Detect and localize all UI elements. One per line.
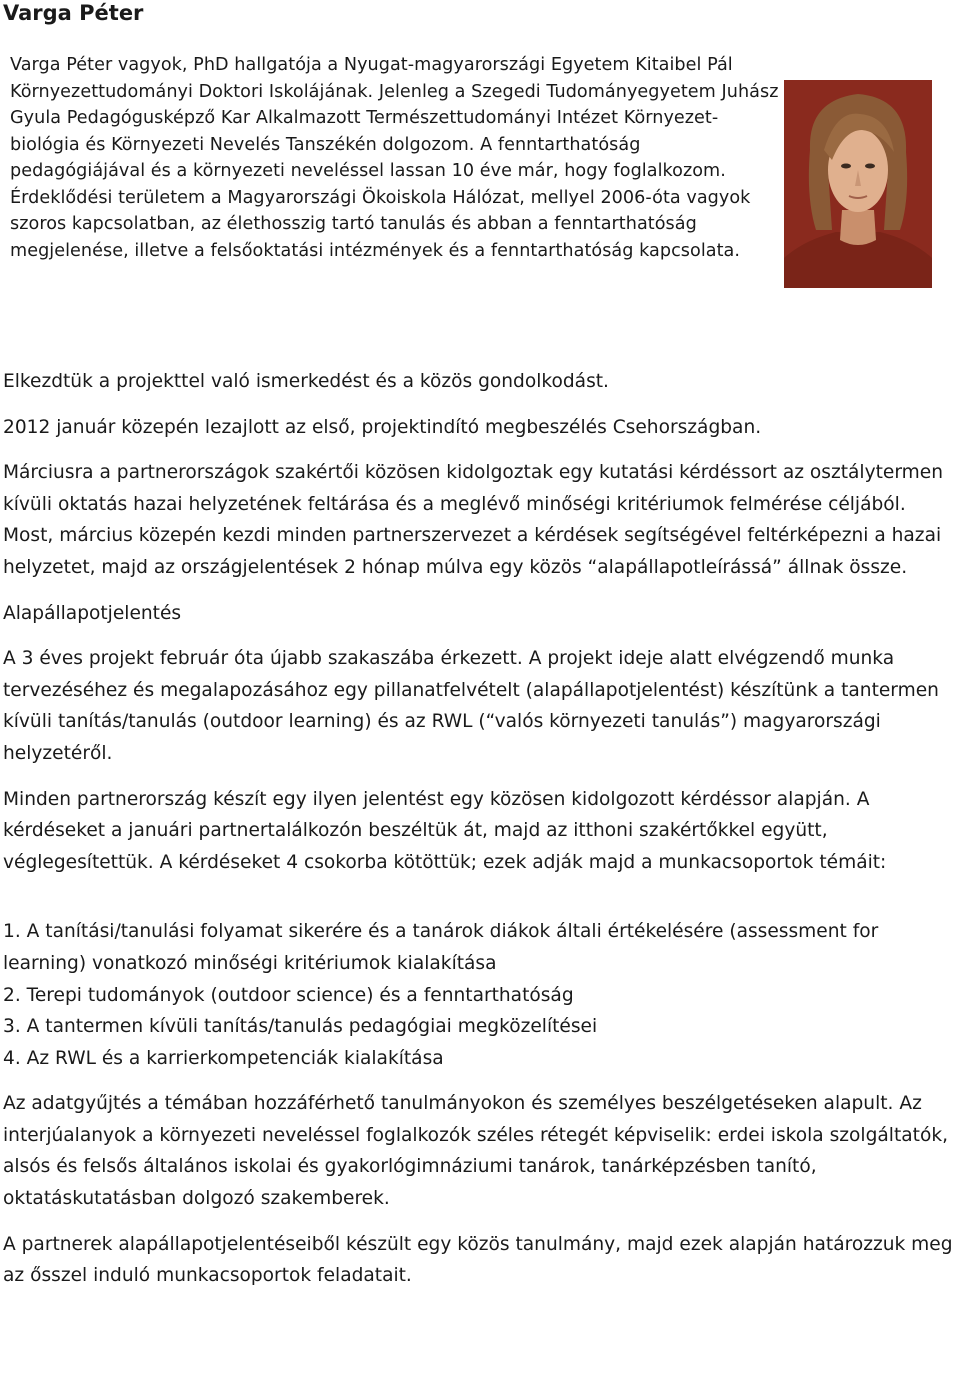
paragraph-intro: Elkezdtük a projekttel való ismerkedést és a közös gondolkodást. — [3, 371, 609, 392]
section-subtitle: Alapállapotjelentés — [3, 602, 182, 624]
portrait-photo — [784, 80, 932, 288]
paragraph-partner-report: Minden partnerország készít egy ilyen jelentést egy közösen kidolgozott kérdéssor alapján. A kérdéseket a januári partnertalálkozón beszéltük át, majd az itthoni szakértőkkel együtt, véglegesítettük. A kérdéseket 4 csokorba kötöttük; ezek adják majd a munkacsoportok témáit: — [3, 788, 887, 873]
bio-paragraph: Varga Péter vagyok, PhD hallgatója a Nyugat-magyarországi Egyetem Kitaibel Pál Környezettudományi Doktori Iskolájának. Jelenleg a Szegedi Tudományegyetem Juhász Gyula Pedagógusképző Kar Alkalmazott Természettudományi Intézet Környezet-biológia és Környezeti Nevelés Tanszékén dolgozom. A fenntarthatóság pedagógiájával és a környezeti neveléssel lassan 10 éve már, hogy foglalkozom. Érdeklődési területem a Magyarországi Ökoiskola Hálózat, mellyel 2006-óta vagyok szoros kapcsolatban, az élethosszig tartó tanulás és abban a fenntarthatóság megjelenése, illetve a felsőoktatási intézmények és a fenntarthatóság kapcsolata. — [10, 55, 779, 261]
list-item: 1. A tanítási/tanulási folyamat sikerére és a tanárok diákok általi értékelésére (assessment for learning) vonatkozó minőségi kritériumok kialakítása — [3, 921, 879, 974]
portrait-icon — [784, 80, 932, 288]
bio-section — [10, 52, 780, 264]
list-item: 3. A tantermen kívüli tanítás/tanulás pedagógiai megközelítései — [3, 1016, 598, 1038]
paragraph-project-phase: A 3 éves projekt február óta újabb szakaszába érkezett. A projekt ideje alatt elvégzendő munka tervezéséhez és megalapozásához egy pillanatfelvételt (alapállapotjelentést) készítünk a tantermen kívüli tanítás/tanulás (outdoor learning) és az RWL (“valós környezeti tanulás”) magyarországi helyzetéről. — [3, 648, 939, 764]
topic-list — [3, 916, 960, 1074]
page-title: Varga Péter — [3, 1, 144, 25]
paragraph-kickoff: 2012 január közepén lezajlott az első, projektindító megbeszélés Csehországban. — [3, 416, 762, 438]
list-item: 2. Terepi tudományok (outdoor science) és a fenntarthatóság — [3, 984, 574, 1006]
article-body — [3, 366, 960, 1306]
paragraph-questionnaire: Márciusra a partnerországok szakértői közösen kidolgoztak egy kutatási kérdéssort az osztálytermen kívüli oktatás hazai helyzetének feltárása és a meglévő minőségi kritériumok felmérése céljából. Most, március közepén kezdi minden partnerszervezet a kérdések segítségével feltérképezni a hazai helyzetet, majd az országjelentések 2 hónap múlva egy közös “alapállapotleírássá” állnak össze. — [3, 462, 943, 578]
paragraph-data-collection: Az adatgyűjtés a témában hozzáférhető tanulmányokon és személyes beszélgetéseken alapult. Az interjúalanyok a környezeti neveléssel foglalkozók széles rétegét képviselik: erdei iskola szolgáltatók, alsós és felsős általános iskolai és gyakorlógimnáziumi tanárok, tanárképzésben tanító, oktatáskutatásban dolgozó szakemberek. — [3, 1093, 948, 1210]
paragraph-conclusion: A partnerek alapállapotjelentéseiből készült egy közös tanulmány, majd ezek alapján határozzuk meg az ősszel induló munkacsoportok feladatait. — [3, 1233, 953, 1287]
list-item: 4. Az RWL és a karrierkompetenciák kialakítása — [3, 1047, 444, 1069]
